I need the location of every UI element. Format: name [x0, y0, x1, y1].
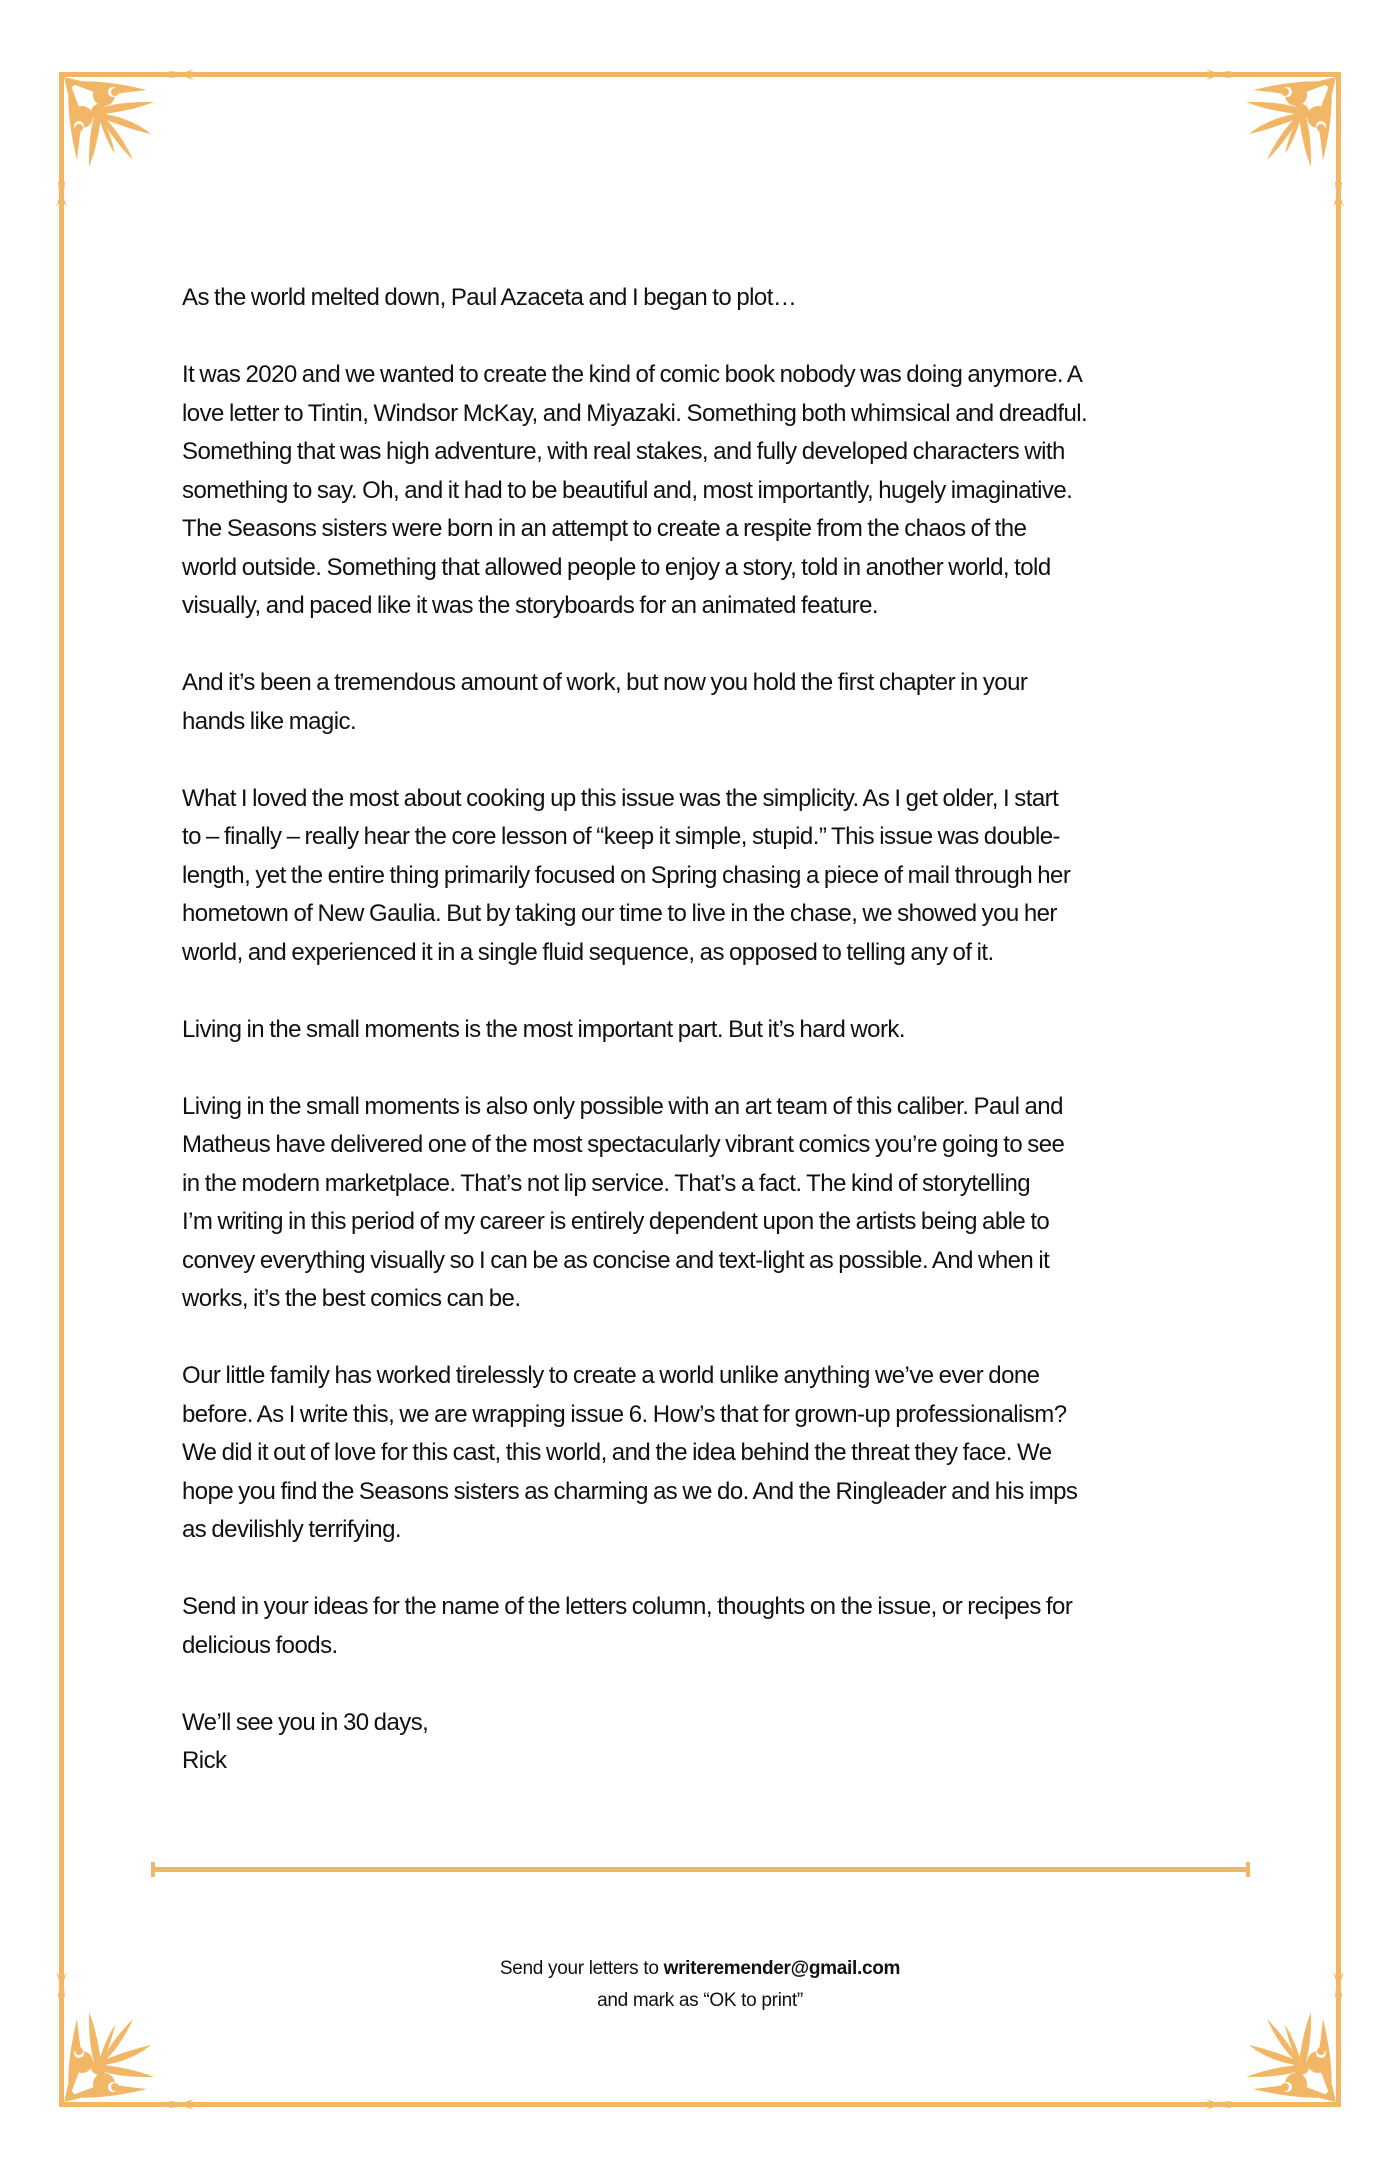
- paragraph-gap: [182, 741, 1242, 780]
- paragraph: [182, 1704, 1242, 1781]
- text-line-content: As the world melted down, Paul Azaceta and I began to plot…: [182, 284, 797, 311]
- text-line: [182, 1088, 1242, 1127]
- text-line-content: And it’s been a tremendous amount of work, but now you hold the first chapter in your: [182, 669, 1028, 696]
- text-line-content: before. As I write this, we are wrapping issue 6. How’s that for grown-up professionalism?: [182, 1400, 1067, 1428]
- text-line-content: Rick: [182, 1747, 227, 1774]
- text-line: [182, 1742, 1242, 1781]
- text-line-content: We did it out of love for this cast, this world, and the idea behind the threat they face. We: [182, 1439, 1052, 1466]
- paragraph: [182, 1011, 1242, 1050]
- footer-send-line: [0, 1953, 1400, 1985]
- text-line-content: something to say. Oh, and it had to be beautiful and, most importantly, hugely imaginative.: [182, 476, 1073, 504]
- text-line: [182, 549, 1242, 588]
- footer-mark-line: and mark as “OK to print”: [597, 1990, 803, 2011]
- text-line: [182, 703, 1242, 742]
- text-line-content: I’m writing in this period of my career is entirely dependent upon the artists being able to: [182, 1208, 1050, 1235]
- flourish-corner-icon: [1201, 69, 1344, 212]
- text-line-content: works, it’s the best comics can be.: [182, 1285, 521, 1312]
- letters-footer: [0, 1953, 1400, 2017]
- text-line-content: length, yet the entire thing primarily focused on Spring chasing a piece of mail through her: [182, 861, 1071, 889]
- text-line: [182, 395, 1242, 434]
- text-line: [182, 1126, 1242, 1165]
- text-line: [182, 1627, 1242, 1666]
- text-line: [182, 356, 1242, 395]
- letter-body: [182, 279, 1242, 1781]
- text-line: [182, 780, 1242, 819]
- text-line-content: world, and experienced it in a single fluid sequence, as opposed to telling any of it.: [182, 938, 994, 966]
- paragraph-gap: [182, 318, 1242, 357]
- text-line: [182, 857, 1242, 896]
- text-line: [182, 433, 1242, 472]
- paragraph: [182, 664, 1242, 741]
- paragraph-gap: [182, 1049, 1242, 1088]
- paragraph-gap: [182, 1550, 1242, 1589]
- text-line-content: convey everything visually so I can be as concise and text-light as possible. And when it: [182, 1246, 1050, 1274]
- paragraph-gap: [182, 626, 1242, 665]
- frame-top-line: [59, 72, 1341, 77]
- frame-bottom-line: [59, 2102, 1341, 2107]
- text-line: [182, 1704, 1242, 1743]
- frame-right-line: [1336, 72, 1341, 2107]
- text-line: [182, 1011, 1242, 1050]
- text-line: [182, 895, 1242, 934]
- text-line-content: Living in the small moments is the most important part. But it’s hard work.: [182, 1015, 905, 1043]
- text-line-content: love letter to Tintin, Windsor McKay, and Miyazaki. Something both whimsical and dreadful.: [182, 399, 1088, 427]
- text-line: [182, 1434, 1242, 1473]
- text-line-content: Our little family has worked tirelessly to create a world unlike anything we’ve ever done: [182, 1362, 1040, 1389]
- footer-send-prefix: Send your letters to: [499, 1958, 664, 1979]
- text-line-content: to – finally – really hear the core lesson of “keep it simple, stupid.” This issue was double-: [182, 823, 1060, 850]
- paragraph: [182, 1588, 1242, 1665]
- text-line: [182, 1280, 1242, 1319]
- text-line-content: visually, and paced like it was the storyboards for an animated feature.: [182, 592, 879, 619]
- text-line: [182, 510, 1242, 549]
- text-line-content: delicious foods.: [182, 1631, 338, 1659]
- text-line: [182, 1588, 1242, 1627]
- text-line: [182, 1165, 1242, 1204]
- text-line-content: in the modern marketplace. That’s not lip service. That’s a fact. The kind of storytelling: [182, 1169, 1031, 1197]
- flourish-corner-icon: [56, 69, 199, 212]
- paragraph: [182, 780, 1242, 973]
- text-line: [182, 279, 1242, 318]
- text-line: [182, 1357, 1242, 1396]
- text-line: [182, 818, 1242, 857]
- text-line: [182, 664, 1242, 703]
- text-line: [182, 472, 1242, 511]
- text-line-content: hands like magic.: [182, 707, 357, 735]
- paragraph-gap: [182, 1319, 1242, 1358]
- text-line-content: world outside. Something that allowed people to enjoy a story, told in another world, told: [182, 553, 1051, 581]
- paragraph: [182, 356, 1242, 626]
- paragraph: [182, 1357, 1242, 1550]
- text-line: [182, 1396, 1242, 1435]
- text-line: [182, 1511, 1242, 1550]
- text-line-content: It was 2020 and we wanted to create the kind of comic book nobody was doing anymore. A: [182, 361, 1083, 388]
- text-line-content: What I loved the most about cooking up this issue was the simplicity. As I get older, I start: [182, 784, 1059, 812]
- paragraph: [182, 1088, 1242, 1319]
- text-line-content: We’ll see you in 30 days,: [182, 1708, 429, 1736]
- paragraph-gap: [182, 972, 1242, 1011]
- text-line-content: Something that was high adventure, with real stakes, and fully developed characters with: [182, 438, 1065, 465]
- paragraph: [182, 279, 1242, 318]
- footer-email-link[interactable]: writeremender@gmail.com: [663, 1958, 901, 1979]
- paragraph-gap: [182, 1665, 1242, 1704]
- text-line-content: as devilishly terrifying.: [182, 1516, 402, 1543]
- text-line-content: hope you find the Seasons sisters as charming as we do. And the Ringleader and his imps: [182, 1477, 1078, 1505]
- text-line: [182, 587, 1242, 626]
- text-line: [182, 1242, 1242, 1281]
- text-line-content: The Seasons sisters were born in an attempt to create a respite from the chaos of the: [182, 515, 1027, 542]
- text-line-content: Send in your ideas for the name of the letters column, thoughts on the issue, or recipes for: [182, 1593, 1073, 1620]
- text-line: [182, 934, 1242, 973]
- text-line: [182, 1473, 1242, 1512]
- text-line-content: Matheus have delivered one of the most spectacularly vibrant comics you’re going to see: [182, 1131, 1065, 1158]
- text-line-content: hometown of New Gaulia. But by taking our time to live in the chase, we showed you her: [182, 900, 1057, 927]
- capped-rule-icon: [151, 1862, 1250, 1877]
- text-line: [182, 1203, 1242, 1242]
- text-line-content: Living in the small moments is also only possible with an art team of this caliber. Paul and: [182, 1092, 1063, 1120]
- frame-left-line: [59, 72, 64, 2107]
